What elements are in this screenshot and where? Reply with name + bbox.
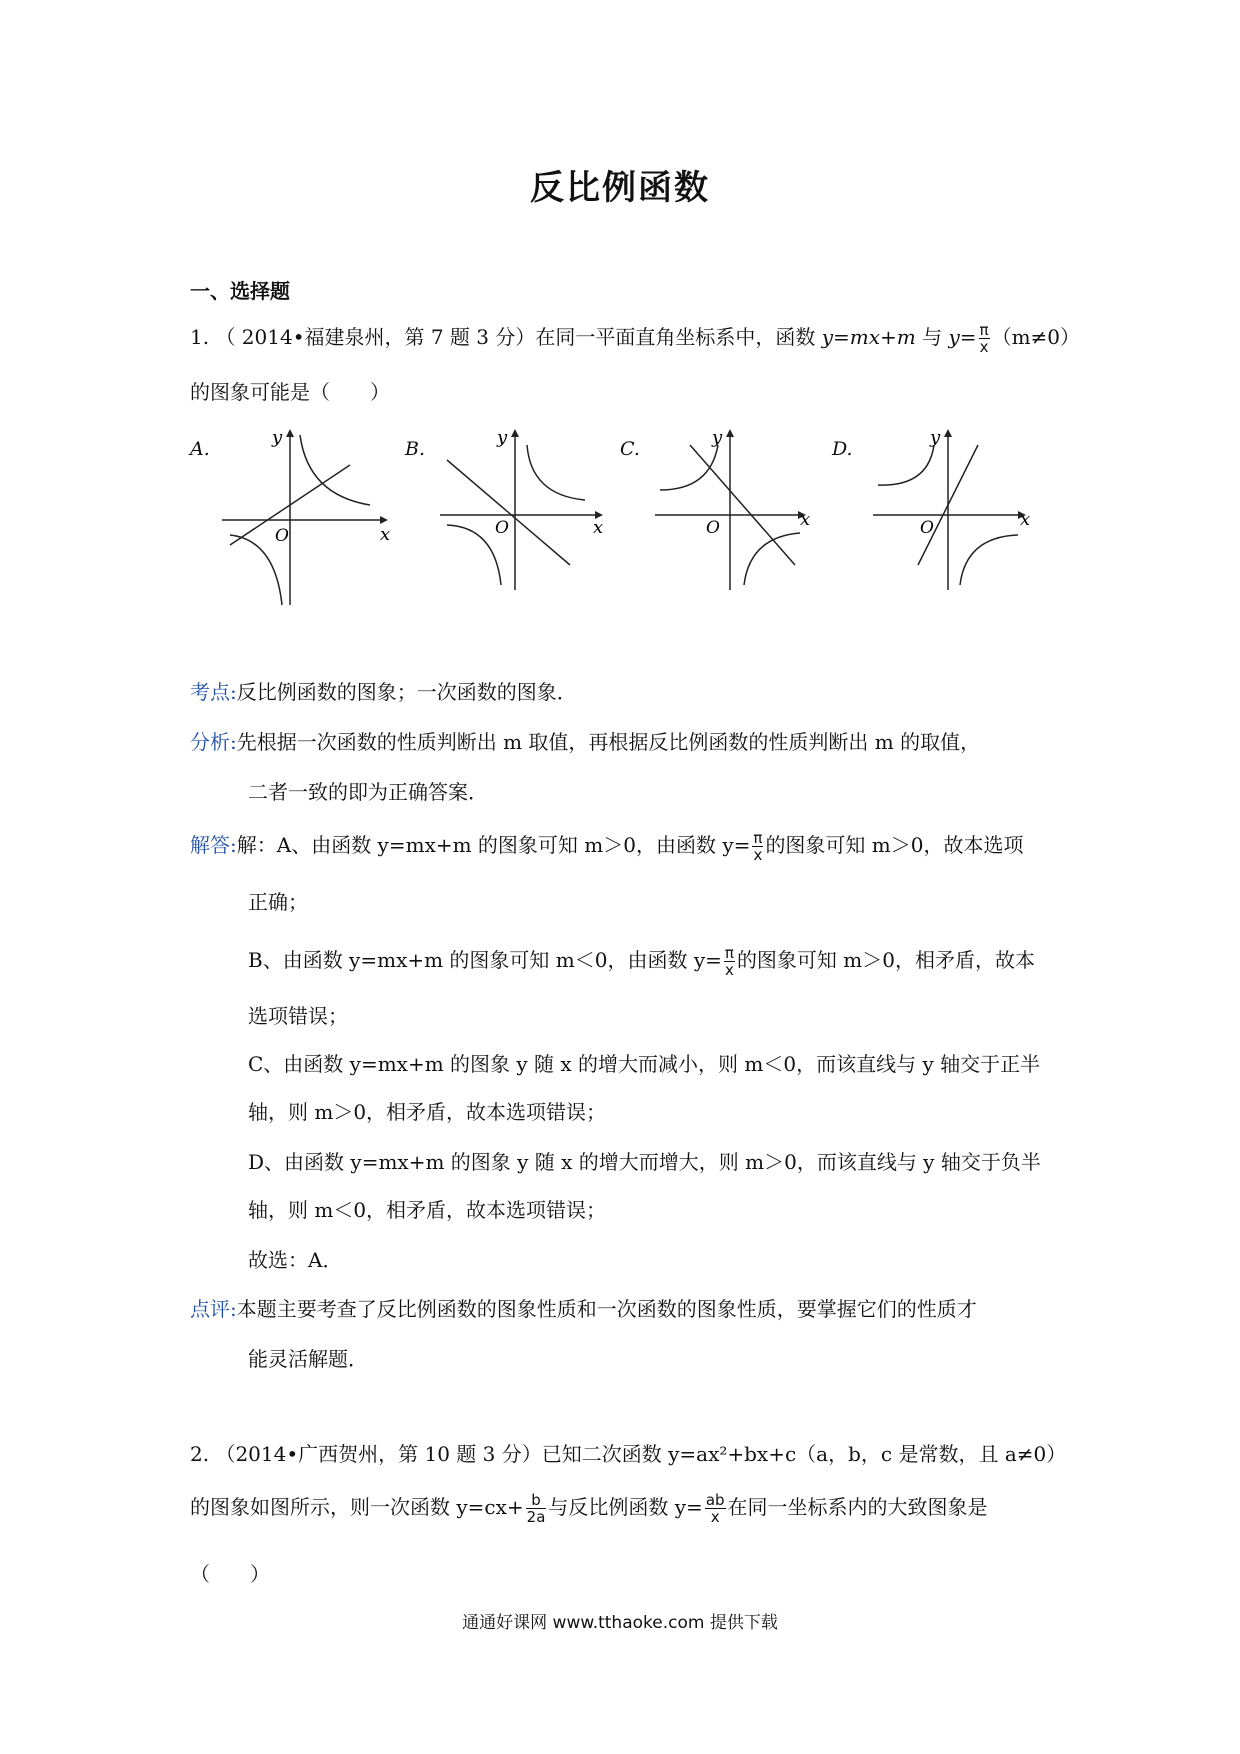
q2-stem-line3: （ ） (190, 1562, 270, 1586)
fraction: $\frac{ab}{x}$ (705, 1491, 725, 1526)
section-heading: 一、选择题 (190, 279, 290, 303)
fraction: $\frac{\pi}{x}$ (724, 944, 734, 979)
jieda-line-b2: 选项错误； (248, 1004, 348, 1028)
origin-label: O (495, 518, 509, 538)
jieda-line-a2: 正确； (248, 890, 308, 914)
jieda-line-d1: D、由函数 y=mx+m 的图象 y 随 x 的增大而增大，则 m＞0，而该直线与 y 轴交于负半 (248, 1150, 1041, 1174)
page-footer: 通通好课网 www.tthaoke.com 提供下载 (462, 1613, 778, 1633)
q1-stem-line1: 1. （ 2014•福建泉州，第 7 题 3 分）在同一平面直角坐标系中，函数 y=mx+m 与 y= $\frac{\pi}{x}$ （m≠0） (190, 321, 1081, 356)
dianping-label: 点评: (190, 1297, 237, 1321)
jieda-line-d2: 轴，则 m＜0，相矛盾，故本选项错误； (248, 1198, 607, 1222)
jieda-line-c2: 轴，则 m＞0，相矛盾，故本选项错误； (248, 1100, 607, 1124)
option-d-label: D. (832, 438, 853, 460)
x-axis-label: x (593, 517, 604, 538)
fenxi-line2: 二者一致的即为正确答案． (248, 780, 488, 804)
page-title: 反比例函数 (530, 168, 710, 208)
jieda-label: 解答: (190, 833, 237, 857)
jieda-line-b1: B、由函数 y=mx+m 的图象可知 m＜0，由函数 y= $\frac{\pi}{x}$ 的图象可知 m＞0，相矛盾，故本 (248, 944, 1035, 979)
jieda-line-a1: 解答:解：A、由函数 y=mx+m 的图象可知 m＞0，由函数 y= $\frac{\pi}{x}$ 的图象可知 m＞0，故本选项 (190, 829, 1024, 864)
fraction: $\frac{b}{2a}$ (526, 1491, 546, 1526)
kaodian-label: 考点: (190, 680, 237, 704)
graph-c (650, 425, 815, 600)
y-axis-label: y (712, 427, 723, 448)
answer-line: 故选：A． (248, 1248, 343, 1272)
y-axis-label: y (930, 427, 941, 448)
dianping-line2: 能灵活解题． (248, 1347, 368, 1371)
kaodian-line: 考点:反比例函数的图象；一次函数的图象． (190, 680, 577, 704)
graph-a (220, 425, 390, 610)
fraction: $\frac{\pi}{x}$ (753, 829, 763, 864)
x-axis-label: x (800, 509, 811, 530)
y-axis-label: y (497, 427, 508, 448)
x-axis-label: x (380, 524, 390, 545)
dianping-line1: 点评:本题主要考查了反比例函数的图象性质和一次函数的图象性质，要掌握它们的性质才 (190, 1297, 977, 1321)
q1-stem-line2: 的图象可能是（ ） (190, 380, 390, 404)
option-a-label: A. (190, 438, 210, 460)
origin-label: O (706, 518, 720, 538)
q2-stem-line2: 的图象如图所示，则一次函数 y=cx+ $\frac{b}{2a}$ 与反比例函数 y= $\frac{ab}{x}$ 在同一坐标系内的大致图象是 (190, 1491, 988, 1526)
x-axis-label: x (1020, 509, 1031, 530)
option-b-label: B. (405, 438, 426, 460)
origin-label: O (920, 518, 934, 538)
q2-stem-line1: 2. （2014•广西贺州，第 10 题 3 分）已知二次函数 y=ax²+bx+c（a，b，c 是常数，且 a≠0） (190, 1442, 1067, 1466)
fenxi-line1: 分析:先根据一次函数的性质判断出 m 取值，再根据反比例函数的性质判断出 m 的取值， (190, 730, 981, 754)
origin-label: O (275, 526, 289, 546)
y-axis-label: y (272, 427, 283, 448)
jieda-line-c1: C、由函数 y=mx+m 的图象 y 随 x 的增大而减小，则 m＜0，而该直线与 y 轴交于正半 (248, 1052, 1041, 1076)
fraction: $\frac{\pi}{x}$ (979, 321, 989, 356)
graph-d (868, 425, 1038, 600)
option-c-label: C. (620, 438, 640, 460)
graph-b (435, 425, 610, 600)
fenxi-label: 分析: (190, 730, 237, 754)
